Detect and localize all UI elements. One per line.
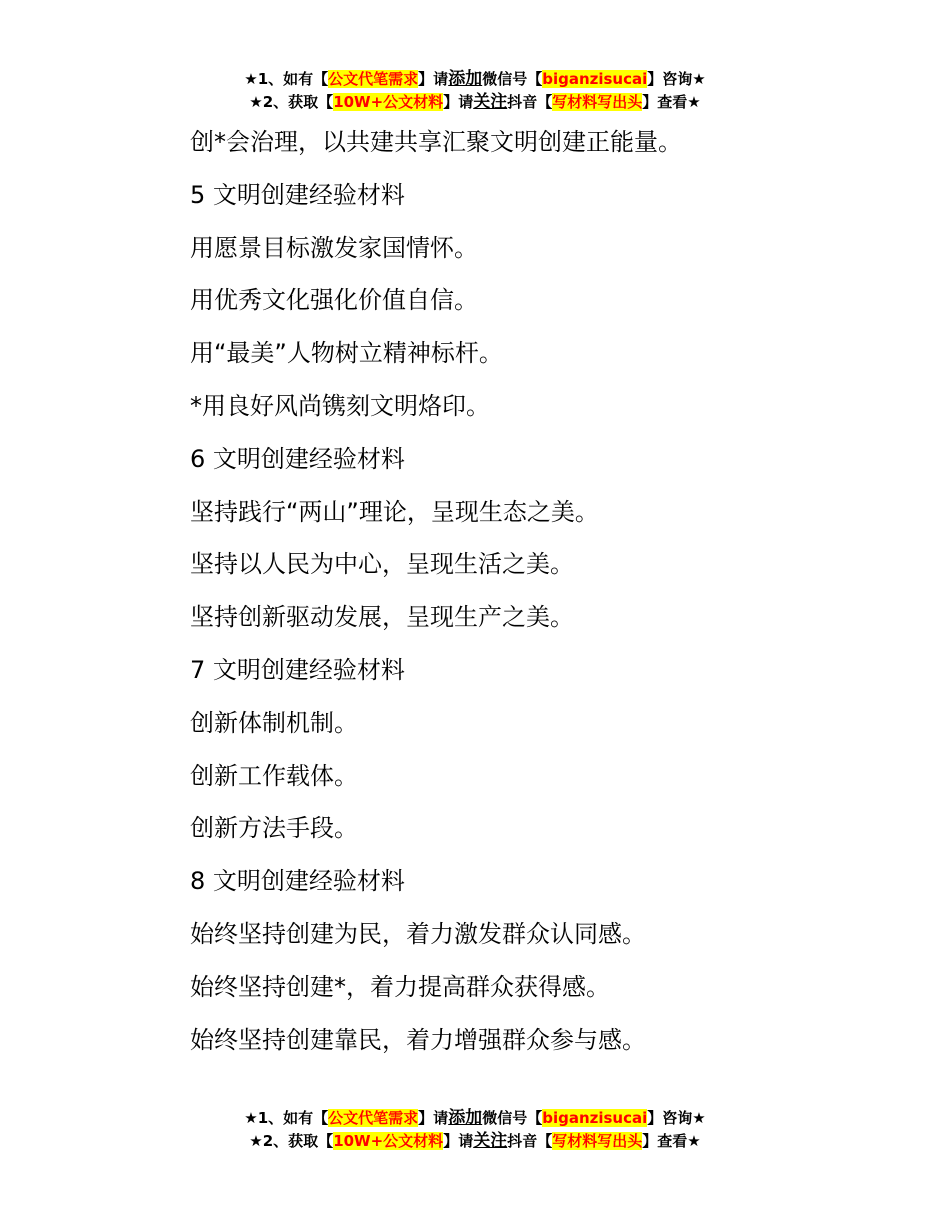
banner-text: 微信号【	[482, 1109, 543, 1127]
banner-text: ★1、如有【	[244, 70, 329, 88]
banner-highlight: biganzisucai	[542, 1109, 648, 1127]
banner-text: ★1、如有【	[244, 1109, 329, 1127]
section-heading: 8 文明创建经验材料	[190, 867, 405, 896]
banner-text: 】请	[443, 93, 474, 111]
banner-text: 】查看★	[642, 1132, 701, 1150]
document-body	[190, 116, 890, 1066]
banner-underlined: 关注	[473, 1131, 508, 1151]
paragraph: 坚持以人民为中心，呈现生活之美。	[190, 550, 574, 579]
banner-text: ★2、获取【	[249, 1132, 334, 1150]
paragraph: 用“最美”人物树立精神标杆。	[190, 339, 503, 368]
banner-text: 】请	[418, 70, 449, 88]
section-heading: 6 文明创建经验材料	[190, 444, 405, 473]
banner-line-2	[0, 91, 950, 114]
paragraph: 始终坚持创建为民，着力激发群众认同感。	[190, 919, 646, 948]
banner-highlight: 写材料写出头	[552, 1132, 643, 1150]
banner-underlined: 关注	[473, 92, 508, 112]
banner-line-1	[0, 68, 950, 91]
banner-text: 】请	[443, 1132, 474, 1150]
banner-highlight: biganzisucai	[542, 70, 648, 88]
section-heading: 5 文明创建经验材料	[190, 180, 405, 209]
banner-text: 】查看★	[642, 93, 701, 111]
banner-line-1	[0, 1107, 950, 1130]
banner-highlight: 10W+公文材料	[333, 93, 444, 111]
banner-text: 】请	[418, 1109, 449, 1127]
banner-highlight: 10W+公文材料	[333, 1132, 444, 1150]
banner-underlined: 添加	[448, 69, 483, 89]
paragraph: 创新方法手段。	[190, 814, 358, 843]
footer-banner	[0, 1107, 950, 1153]
banner-highlight: 写材料写出头	[552, 93, 643, 111]
banner-text: 】咨询★	[647, 1109, 706, 1127]
banner-text: 】咨询★	[647, 70, 706, 88]
banner-underlined: 添加	[448, 1108, 483, 1128]
banner-text: 抖音【	[507, 93, 553, 111]
paragraph: 创新体制机制。	[190, 708, 358, 737]
header-banner	[0, 68, 950, 114]
paragraph: 用愿景目标激发家国情怀。	[190, 233, 478, 262]
banner-highlight: 公文代笔需求	[328, 70, 419, 88]
paragraph: 坚持践行“两山”理论，呈现生态之美。	[190, 497, 599, 526]
paragraph: 用优秀文化强化价值自信。	[190, 286, 478, 315]
banner-highlight: 公文代笔需求	[328, 1109, 419, 1127]
paragraph: 始终坚持创建*，着力提高群众获得感。	[190, 972, 610, 1001]
banner-text: 抖音【	[507, 1132, 553, 1150]
banner-line-2	[0, 1130, 950, 1153]
paragraph: 创新工作载体。	[190, 761, 358, 790]
banner-text: 微信号【	[482, 70, 543, 88]
section-heading: 7 文明创建经验材料	[190, 655, 405, 684]
paragraph: *用良好风尚镌刻文明烙印。	[190, 391, 490, 420]
paragraph: 创*会治理，以共建共享汇聚文明创建正能量。	[190, 128, 682, 156]
paragraph: 始终坚持创建靠民，着力增强群众参与感。	[190, 1025, 646, 1054]
paragraph: 坚持创新驱动发展，呈现生产之美。	[190, 603, 574, 632]
banner-text: ★2、获取【	[249, 93, 334, 111]
